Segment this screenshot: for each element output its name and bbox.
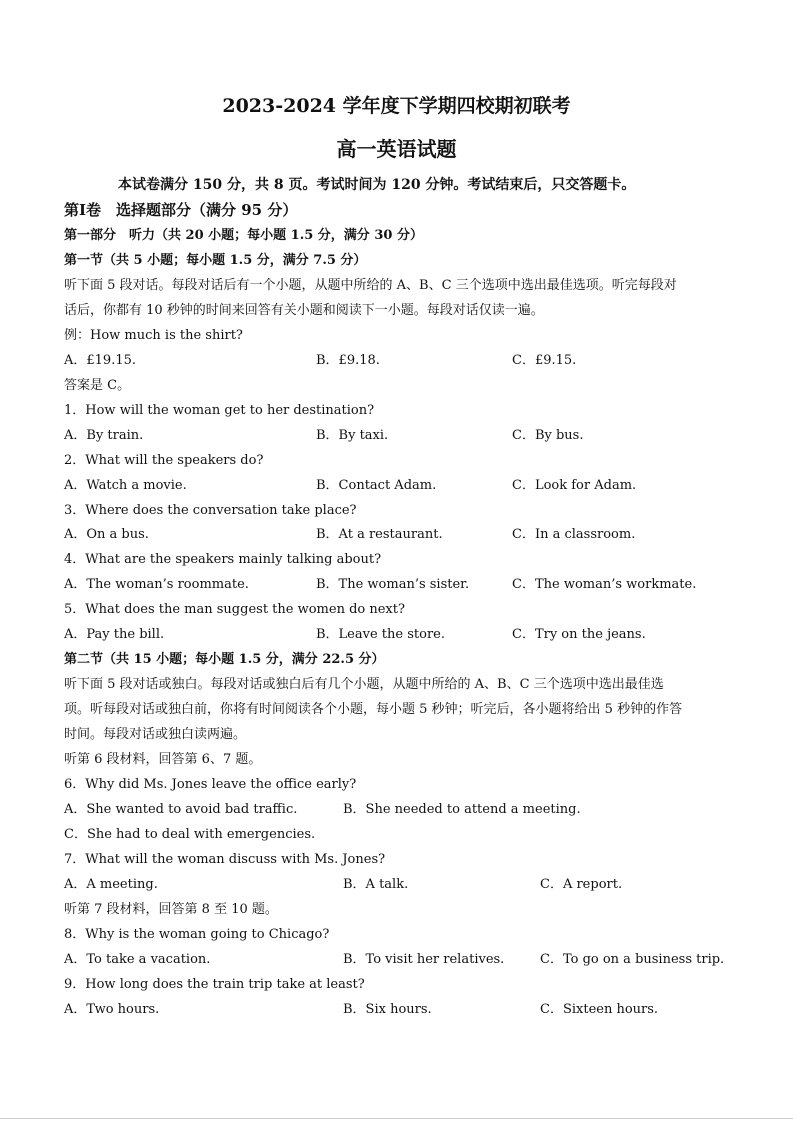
question-2-option-b: B．Contact Adam.: [316, 478, 437, 493]
question-8-stem: 8．Why is the woman going to Chicago?: [64, 927, 330, 942]
question-4-option-a: A．The woman’s roommate.: [64, 577, 249, 592]
question-1-option-a: A．By train.: [64, 428, 144, 443]
example-option-b: B．£9.18.: [316, 353, 380, 368]
question-4-stem: 4．What are the speakers mainly talking about?: [64, 552, 382, 567]
material-6-note: 听第 6 段材料，回答第 6、7 题。: [64, 752, 262, 767]
question-3-option-a: A．On a bus.: [64, 527, 149, 542]
question-9-option-a: A．Two hours.: [64, 1002, 160, 1017]
question-2-stem: 2．What will the speakers do?: [64, 453, 264, 468]
material-7-note: 听第 7 段材料，回答第 8 至 10 题。: [64, 902, 278, 917]
question-4-option-c: C．The woman’s workmate.: [512, 577, 697, 592]
question-6-stem: 6．Why did Ms. Jones leave the office early?: [64, 777, 357, 792]
question-5-option-c: C．Try on the jeans.: [512, 627, 646, 642]
question-6-option-c: C．She had to deal with emergencies.: [64, 827, 316, 842]
question-7-option-c: C．A report.: [540, 877, 623, 892]
subsection1-heading: 第一节（共 5 小题；每小题 1.5 分，满分 7.5 分）: [64, 253, 367, 268]
example-option-a: A．£19.15.: [64, 353, 137, 368]
instructions-1-line1: 听下面 5 段对话。每段对话后有一个小题，从题中所给的 A、B、C 三个选项中选出最佳选项。听完每段对: [64, 278, 677, 293]
question-1-option-b: B．By taxi.: [316, 428, 389, 443]
question-5-option-a: A．Pay the bill.: [64, 627, 165, 642]
exam-intro: 本试卷满分 150 分，共 8 页。考试时间为 120 分钟。考试结束后，只交答题卡。: [118, 177, 636, 193]
page-bottom-divider: [0, 1118, 793, 1119]
instructions-1-line2: 话后，你都有 10 秒钟的时间来回答有关小题和阅读下一小题。每段对话仅读一遍。: [64, 303, 544, 318]
question-7-option-a: A．A meeting.: [64, 877, 158, 892]
example-question: 例：How much is the shirt?: [64, 328, 243, 343]
question-3-option-b: B．At a restaurant.: [316, 527, 443, 542]
example-answer: 答案是 C。: [64, 378, 131, 393]
question-1-stem: 1．How will the woman get to her destination?: [64, 403, 375, 418]
question-5-stem: 5．What does the man suggest the women do next?: [64, 602, 405, 617]
question-2-option-c: C．Look for Adam.: [512, 478, 637, 493]
question-6-option-a: A．She wanted to avoid bad traffic.: [64, 802, 298, 817]
example-option-c: C．£9.15.: [512, 353, 577, 368]
question-3-option-c: C．In a classroom.: [512, 527, 636, 542]
exam-subtitle: 高一英语试题: [336, 137, 457, 161]
instructions-2-line1: 听下面 5 段对话或独白。每段对话或独白后有几个小题，从题中所给的 A、B、C 三个选项中选出最佳选: [64, 677, 664, 692]
question-4-option-b: B．The woman’s sister.: [316, 577, 470, 592]
question-8-option-a: A．To take a vacation.: [64, 952, 211, 967]
section-heading: 第一部分 听力（共 20 小题；每小题 1.5 分，满分 30 分）: [64, 228, 423, 243]
question-7-option-b: B．A talk.: [343, 877, 409, 892]
question-3-stem: 3．Where does the conversation take place?: [64, 503, 357, 518]
question-6-option-b: B．She needed to attend a meeting.: [343, 802, 581, 817]
instructions-2-line2: 项。听每段对话或独白前，你将有时间阅读各个小题，每小题 5 秒钟；听完后，各小题将给出 5 秒钟的作答: [64, 702, 683, 717]
question-9-stem: 9．How long does the train trip take at least?: [64, 977, 365, 992]
volume-heading: 第Ⅰ卷 选择题部分（满分 95 分）: [64, 201, 298, 219]
question-2-option-a: A．Watch a movie.: [64, 478, 187, 493]
exam-title: 2023-2024 学年度下学期四校期初联考: [222, 95, 571, 117]
question-9-option-c: C．Sixteen hours.: [540, 1002, 659, 1017]
question-8-option-b: B．To visit her relatives.: [343, 952, 505, 967]
question-9-option-b: B．Six hours.: [343, 1002, 432, 1017]
question-8-option-c: C．To go on a business trip.: [540, 952, 725, 967]
question-5-option-b: B．Leave the store.: [316, 627, 445, 642]
subsection2-heading: 第二节（共 15 小题；每小题 1.5 分，满分 22.5 分）: [64, 652, 385, 667]
question-1-option-c: C．By bus.: [512, 428, 584, 443]
question-7-stem: 7．What will the woman discuss with Ms. Jones?: [64, 852, 386, 867]
instructions-2-line3: 时间。每段对话或独白读两遍。: [64, 727, 247, 742]
